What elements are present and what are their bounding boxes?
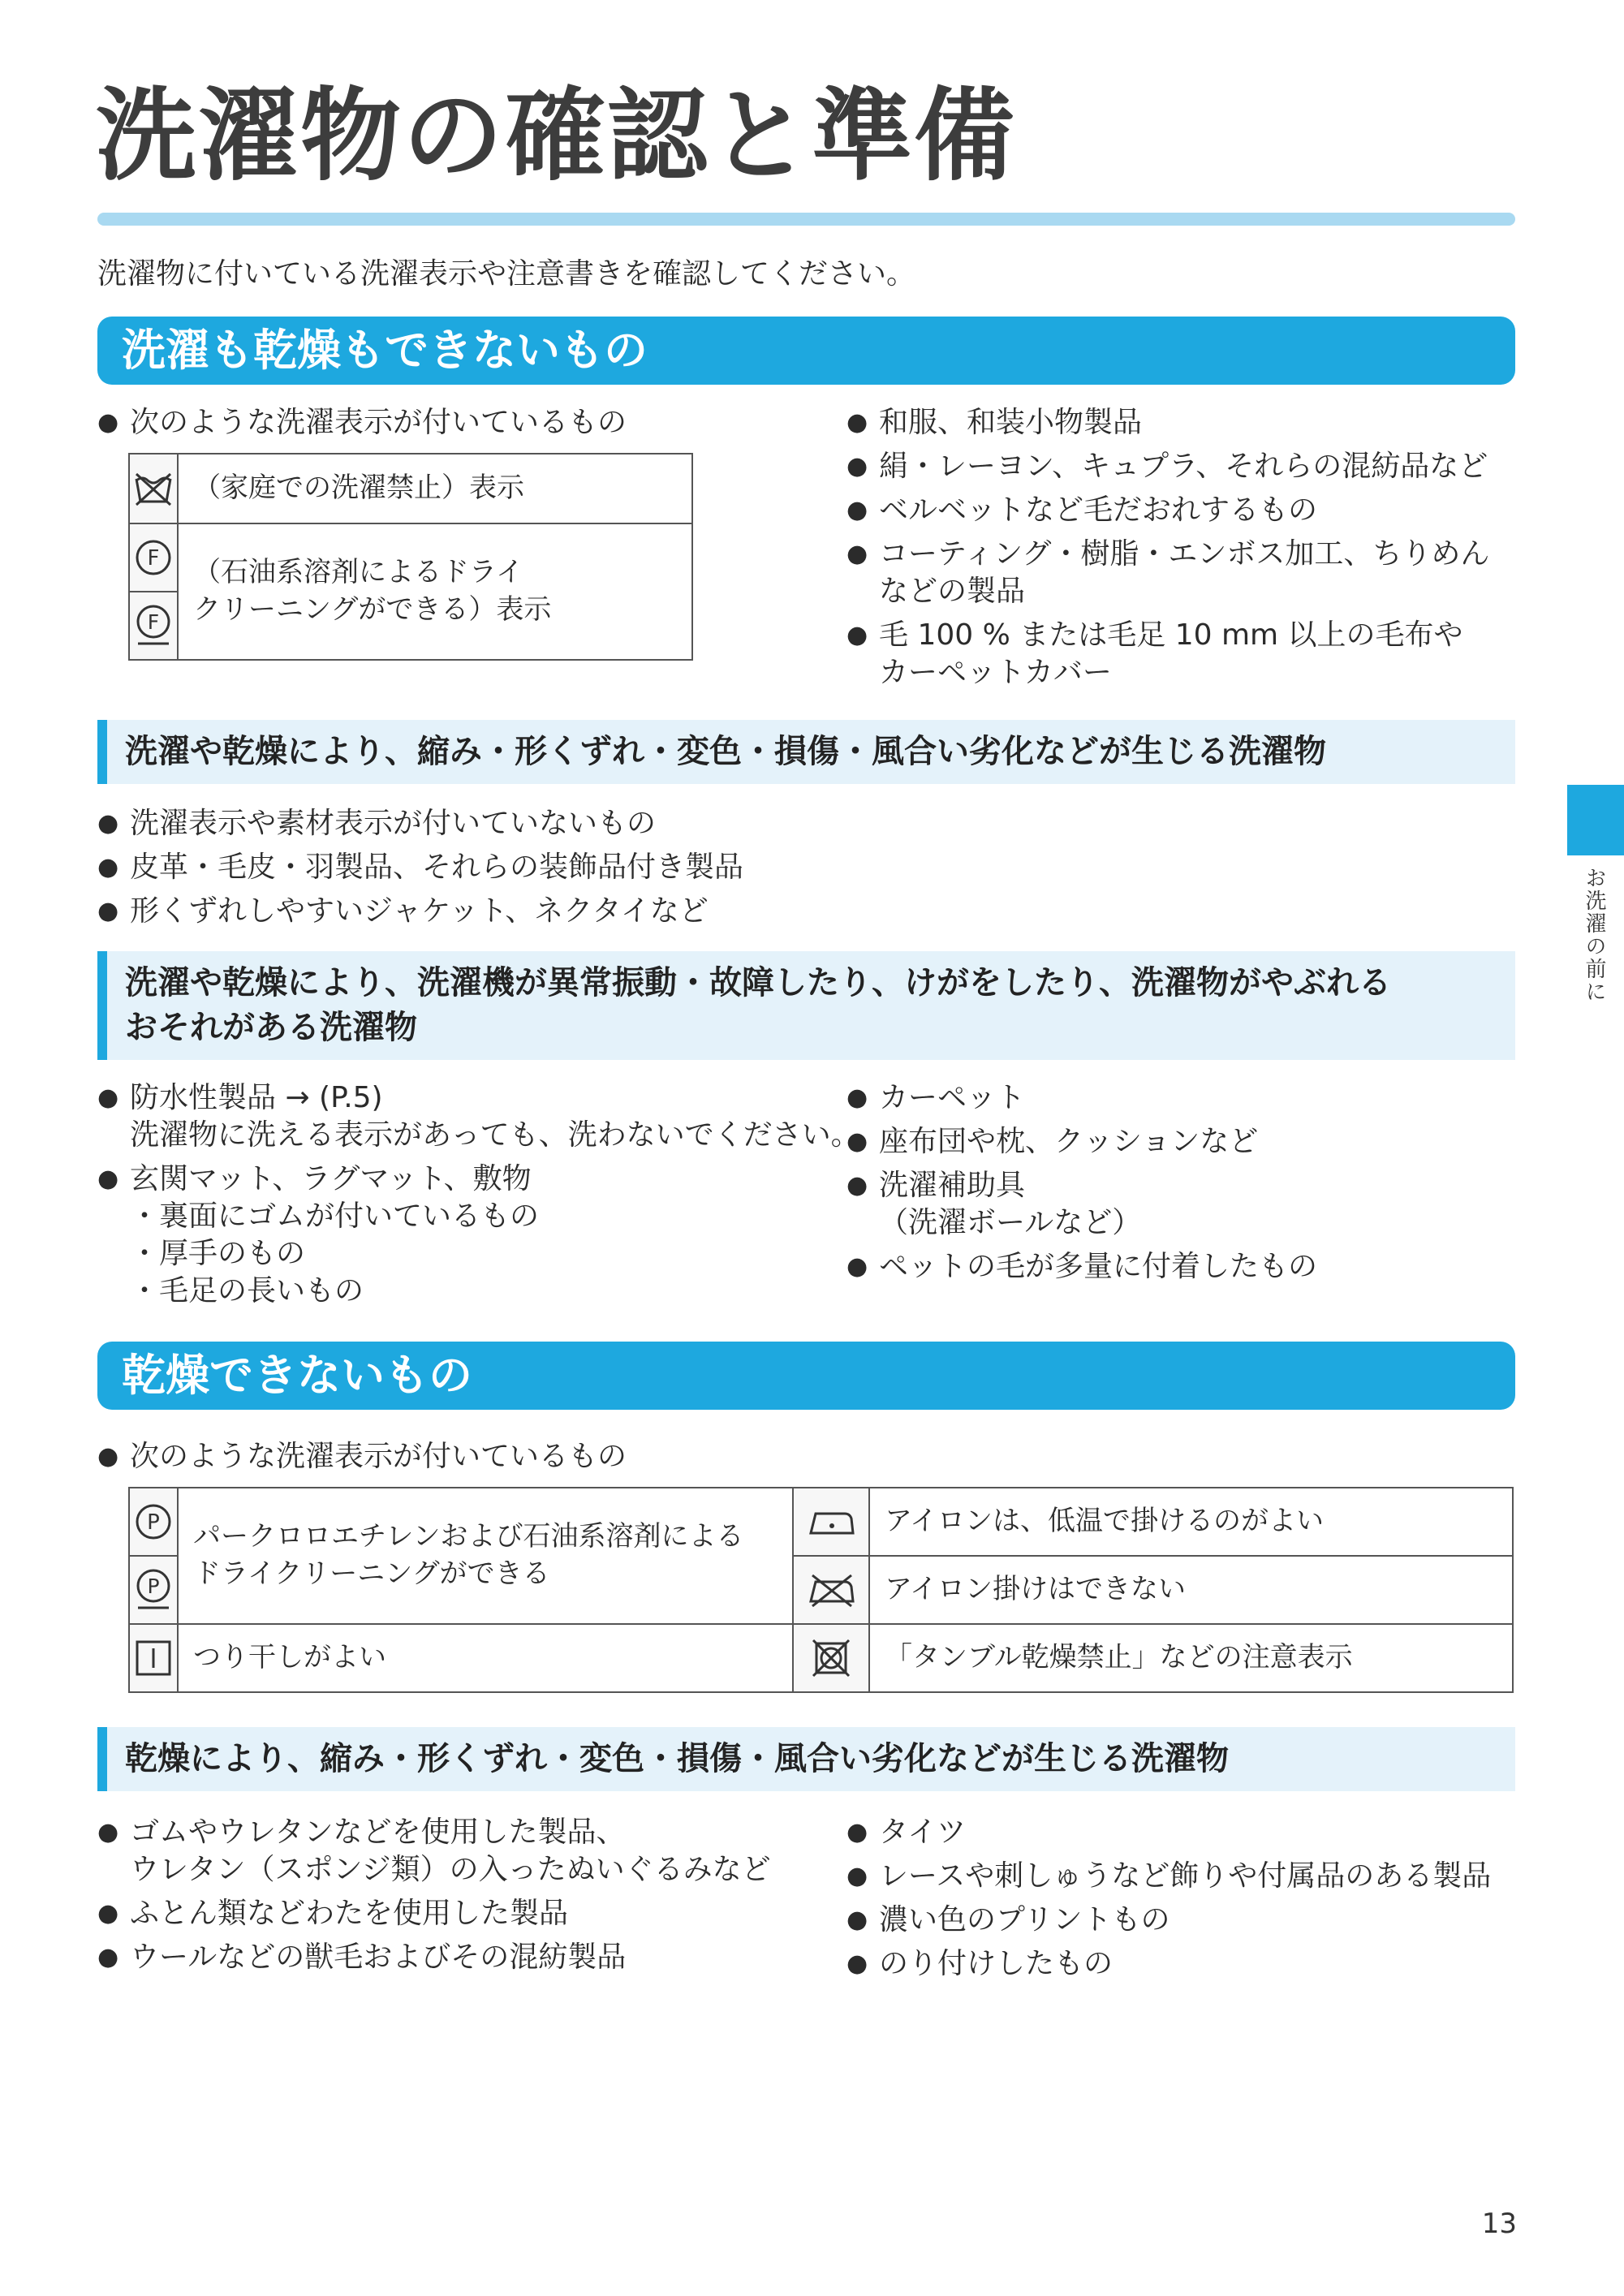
page-number: 13 [1481, 2208, 1517, 2240]
line-dry-symbol-cell [129, 1624, 178, 1692]
section-heading-no-wash-no-dry: 洗濯も乾燥もできないもの [97, 317, 1515, 385]
dry-clean-p-gentle-symbol-cell [129, 1556, 178, 1624]
list-item: ● ゴムやウレタンなどを使用した製品、 ウレタン（スポンジ類）の入ったぬいぐるみなど [97, 1814, 771, 1889]
dry-clean-f-desc: （石油系溶剤によるドライ クリーニングができる）表示 [178, 523, 692, 660]
subsection1-list [97, 805, 743, 937]
section1-left-list [97, 404, 627, 448]
subsection2-right-list [846, 1079, 1317, 1292]
list-item: ● 濃い色のプリントもの [846, 1902, 1491, 1939]
no-iron-icon [806, 1572, 856, 1608]
list-item: ● ウールなどの獣毛およびその混紡製品 [97, 1939, 771, 1976]
subsection3-right-list [846, 1814, 1491, 1989]
dry-clean-f-symbol-cell [129, 523, 178, 592]
dry-clean-p-icon [134, 1502, 173, 1541]
list-item: ● タイツ [846, 1814, 1491, 1851]
intro-text: 洗濯物に付いている洗濯表示や注意書きを確認してください。 [97, 257, 916, 291]
svg-text:P: P [147, 1510, 160, 1535]
iron-low-desc: アイロンは、低温で掛けるのがよい [869, 1488, 1513, 1556]
svg-text:F: F [147, 610, 160, 634]
dry-clean-p-desc: パークロロエチレンおよび石油系溶剤による ドライクリーニングができる [178, 1488, 793, 1624]
list-item: ● 次のような洗濯表示が付いているもの [97, 1438, 627, 1475]
list-item: ● 次のような洗濯表示が付いているもの [97, 404, 627, 442]
dry-clean-p-symbol-cell [129, 1488, 178, 1556]
no-wash-icon [133, 471, 174, 506]
list-item: ● 玄関マット、ラグマット、敷物 ・裏面にゴムが付いているもの ・厚手のもの ・毛足の長いもの [97, 1161, 860, 1310]
list-item: ● レースや刺しゅうなど飾りや付属品のある製品 [846, 1858, 1491, 1895]
subsection2-left-list [97, 1079, 860, 1316]
list-item: ● のり付けしたもの [846, 1945, 1491, 1983]
page-title: 洗濯物の確認と準備 [96, 78, 1017, 195]
iron-low-icon [806, 1506, 856, 1538]
no-dry-symbol-table [128, 1487, 1514, 1693]
section1-right-list [846, 404, 1489, 698]
list-item: ● ふとん類などわたを使用した製品 [97, 1895, 771, 1932]
no-iron-desc: アイロン掛けはできない [869, 1556, 1513, 1624]
dry-clean-p-gentle-icon [134, 1568, 173, 1612]
dry-clean-f-icon [134, 538, 173, 577]
list-item: ● 和服、和装小物製品 [846, 404, 1489, 442]
chapter-tab [1567, 785, 1624, 855]
dry-clean-f-gentle-symbol-cell [129, 592, 178, 660]
svg-text:F: F [147, 546, 160, 571]
section2-lead-list [97, 1438, 627, 1482]
list-item: ● ペットの毛が多量に付着したもの [846, 1248, 1317, 1286]
no-tumble-dry-desc: 「タンブル乾燥禁止」などの注意表示 [869, 1624, 1513, 1692]
subsection3-left-list [97, 1814, 771, 1983]
line-dry-icon [134, 1639, 173, 1678]
line-dry-desc: つり干しがよい [178, 1624, 793, 1692]
list-item: ● 毛 100 % または毛足 10 mm 以上の毛布や カーペットカバー [846, 617, 1489, 691]
dry-clean-f-gentle-icon [134, 604, 173, 648]
list-item: ● 洗濯表示や素材表示が付いていないもの [97, 805, 743, 842]
section-heading-no-dry: 乾燥できないもの [97, 1342, 1515, 1410]
no-iron-symbol-cell [793, 1556, 869, 1624]
iron-low-symbol-cell [793, 1488, 869, 1556]
svg-text:P: P [147, 1574, 160, 1598]
no-tumble-dry-icon [812, 1639, 851, 1678]
list-item: ● 座布団や枕、クッションなど [846, 1123, 1317, 1161]
list-item: ● 形くずれしやすいジャケット、ネクタイなど [97, 893, 743, 930]
subsection-heading-vibration-risk: 洗濯や乾燥により、洗濯機が異常振動・故障したり、けがをしたり、洗濯物がやぶれる おそれがある洗濯物 [97, 951, 1515, 1060]
list-item: ● ベルベットなど毛だおれするもの [846, 492, 1489, 529]
no-tumble-dry-symbol-cell [793, 1624, 869, 1692]
list-item: ● 防水性製品 → (P.5) 洗濯物に洗える表示があっても、洗わないでください。 [97, 1079, 860, 1154]
subsection-heading-dry-damage: 乾燥により、縮み・形くずれ・変色・損傷・風合い劣化などが生じる洗濯物 [97, 1727, 1515, 1791]
subsection-heading-shrink-damage: 洗濯や乾燥により、縮み・形くずれ・変色・損傷・風合い劣化などが生じる洗濯物 [97, 720, 1515, 784]
no-wash-symbol-cell [129, 454, 178, 523]
list-item: ● 皮革・毛皮・羽製品、それらの装飾品付き製品 [97, 849, 743, 886]
list-item: ● コーティング・樹脂・エンボス加工、ちりめん などの製品 [846, 536, 1489, 610]
list-item: ● カーペット [846, 1079, 1317, 1117]
no-wash-desc: （家庭での洗濯禁止）表示 [178, 454, 692, 523]
chapter-tab-label: お洗濯の前に [1582, 867, 1606, 1003]
list-item: ● 洗濯補助具 （洗濯ボールなど） [846, 1167, 1317, 1242]
title-underline [97, 213, 1515, 226]
no-wash-symbol-table [128, 453, 693, 661]
list-item: ● 絹・レーヨン、キュプラ、それらの混紡品など [846, 448, 1489, 485]
